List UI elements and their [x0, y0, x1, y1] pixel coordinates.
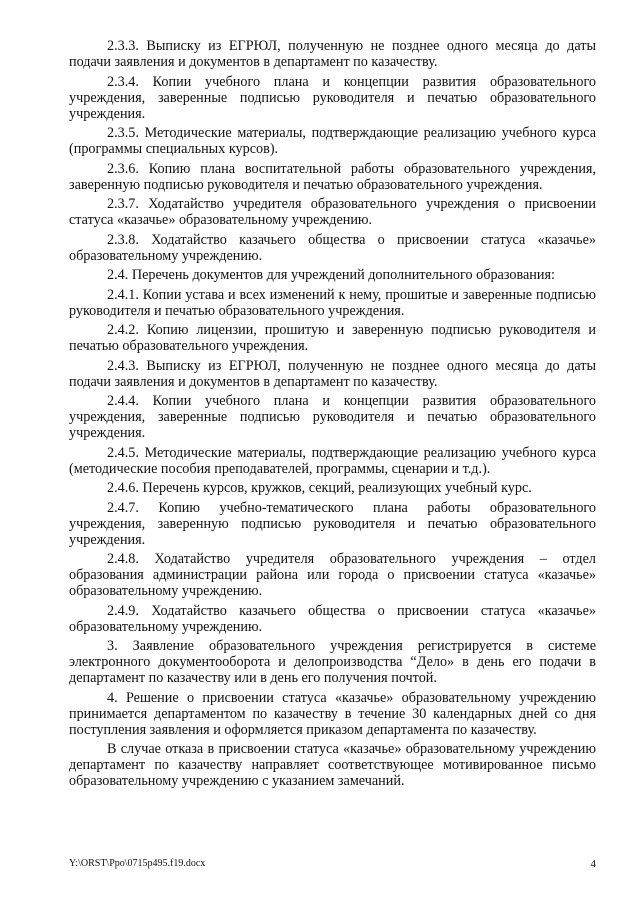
paragraph-2-4-6: 2.4.6. Перечень курсов, кружков, секций, реализующих учебный курс.	[107, 480, 532, 496]
paragraph-2-4-5: 2.4.5. Методические материалы, подтверждающие реализацию учебного курса (методические пособия преподавателей, программы, сценарии и т.д.).	[69, 444, 596, 477]
paragraph-2-3-5: 2.3.5. Методические материалы, подтверждающие реализацию учебного курса (программы специальных курсов).	[69, 125, 596, 157]
paragraph-2-4-3: 2.4.3. Выписку из ЕГРЮЛ, полученную не позднее одного месяца до даты подачи заявления и документов в департамент по казачеству.	[69, 357, 596, 390]
paragraph-2-3-8: 2.3.8. Ходатайство казачьего общества о присвоении статуса «казачье» образовательному учреждению.	[69, 231, 596, 264]
footer-file-path: Y:\ORST\Ppo\0715p495.f19.docx	[69, 858, 206, 869]
paragraph-2-4-2: 2.4.2. Копию лицензии, прошитую и заверенную подписью руководителя и печатью образовательного учреждения.	[69, 322, 596, 354]
paragraph-3: 3. Заявление образовательного учреждения регистрируется в системе электронного документооборота и делопроизводства “Дело» в день его подачи в департамент по казачеству или в день его получения почтой.	[69, 638, 596, 686]
paragraph-2-4-4: 2.4.4. Копии учебного плана и концепции развития образовательного учреждения, заверенные подписью руководителя и печатью образовательного учреждения.	[69, 393, 596, 441]
paragraph-2-3-7: 2.3.7. Ходатайство учредителя образовательного учреждения о присвоении статуса «казачье» образовательному учреждению.	[69, 196, 596, 228]
paragraph-4: 4. Решение о присвоении статуса «казачье» образовательному учреждению принимается департаментом по казачеству в течение 30 календарных дней со дня поступления заявления и оформляется приказом департамента по казачеству.	[69, 689, 596, 738]
page-number: 4	[590, 858, 596, 870]
paragraph-2-3-4: 2.3.4. Копии учебного плана и концепции развития образовательного учреждения, заверенные подписью руководителя и печатью образовательного учреждения.	[69, 73, 596, 122]
paragraph-2-3-3: 2.3.3. Выписку из ЕГРЮЛ, полученную не позднее одного месяца до даты подачи заявления и документов в департамент по казачеству.	[69, 38, 596, 70]
paragraph-2-3-6: 2.3.6. Копию плана воспитательной работы образовательного учреждения, заверенную подписью руководителя и печатью образовательного учреждения.	[69, 160, 596, 193]
document-body	[69, 38, 596, 793]
paragraph-2-4-7: 2.4.7. Копию учебно-тематического плана работы образовательного учреждения, заверенную подписью руководителя и печатью образовательного учреждения.	[69, 499, 596, 548]
paragraph-2-4-8: 2.4.8. Ходатайство учредителя образовательного учреждения – отдел образования администрации района или города о присвоении статуса «казачье» образовательному учреждению.	[69, 551, 596, 599]
paragraph-refusal: В случае отказа в присвоении статуса «казачье» образовательному учреждению департамент по казачеству направляет соответствующее мотивированное письмо образовательному учреждению с указанием замечаний.	[69, 741, 596, 789]
paragraph-2-4-1: 2.4.1. Копии устава и всех изменений к нему, прошитые и заверенные подписью руководителя и печатью образовательного учреждения.	[69, 286, 596, 319]
paragraph-2-4-9: 2.4.9. Ходатайство казачьего общества о присвоении статуса «казачье» образовательному учреждению.	[69, 602, 596, 635]
paragraph-2-4: 2.4. Перечень документов для учреждений дополнительного образования:	[107, 267, 555, 283]
page-footer	[69, 858, 596, 870]
